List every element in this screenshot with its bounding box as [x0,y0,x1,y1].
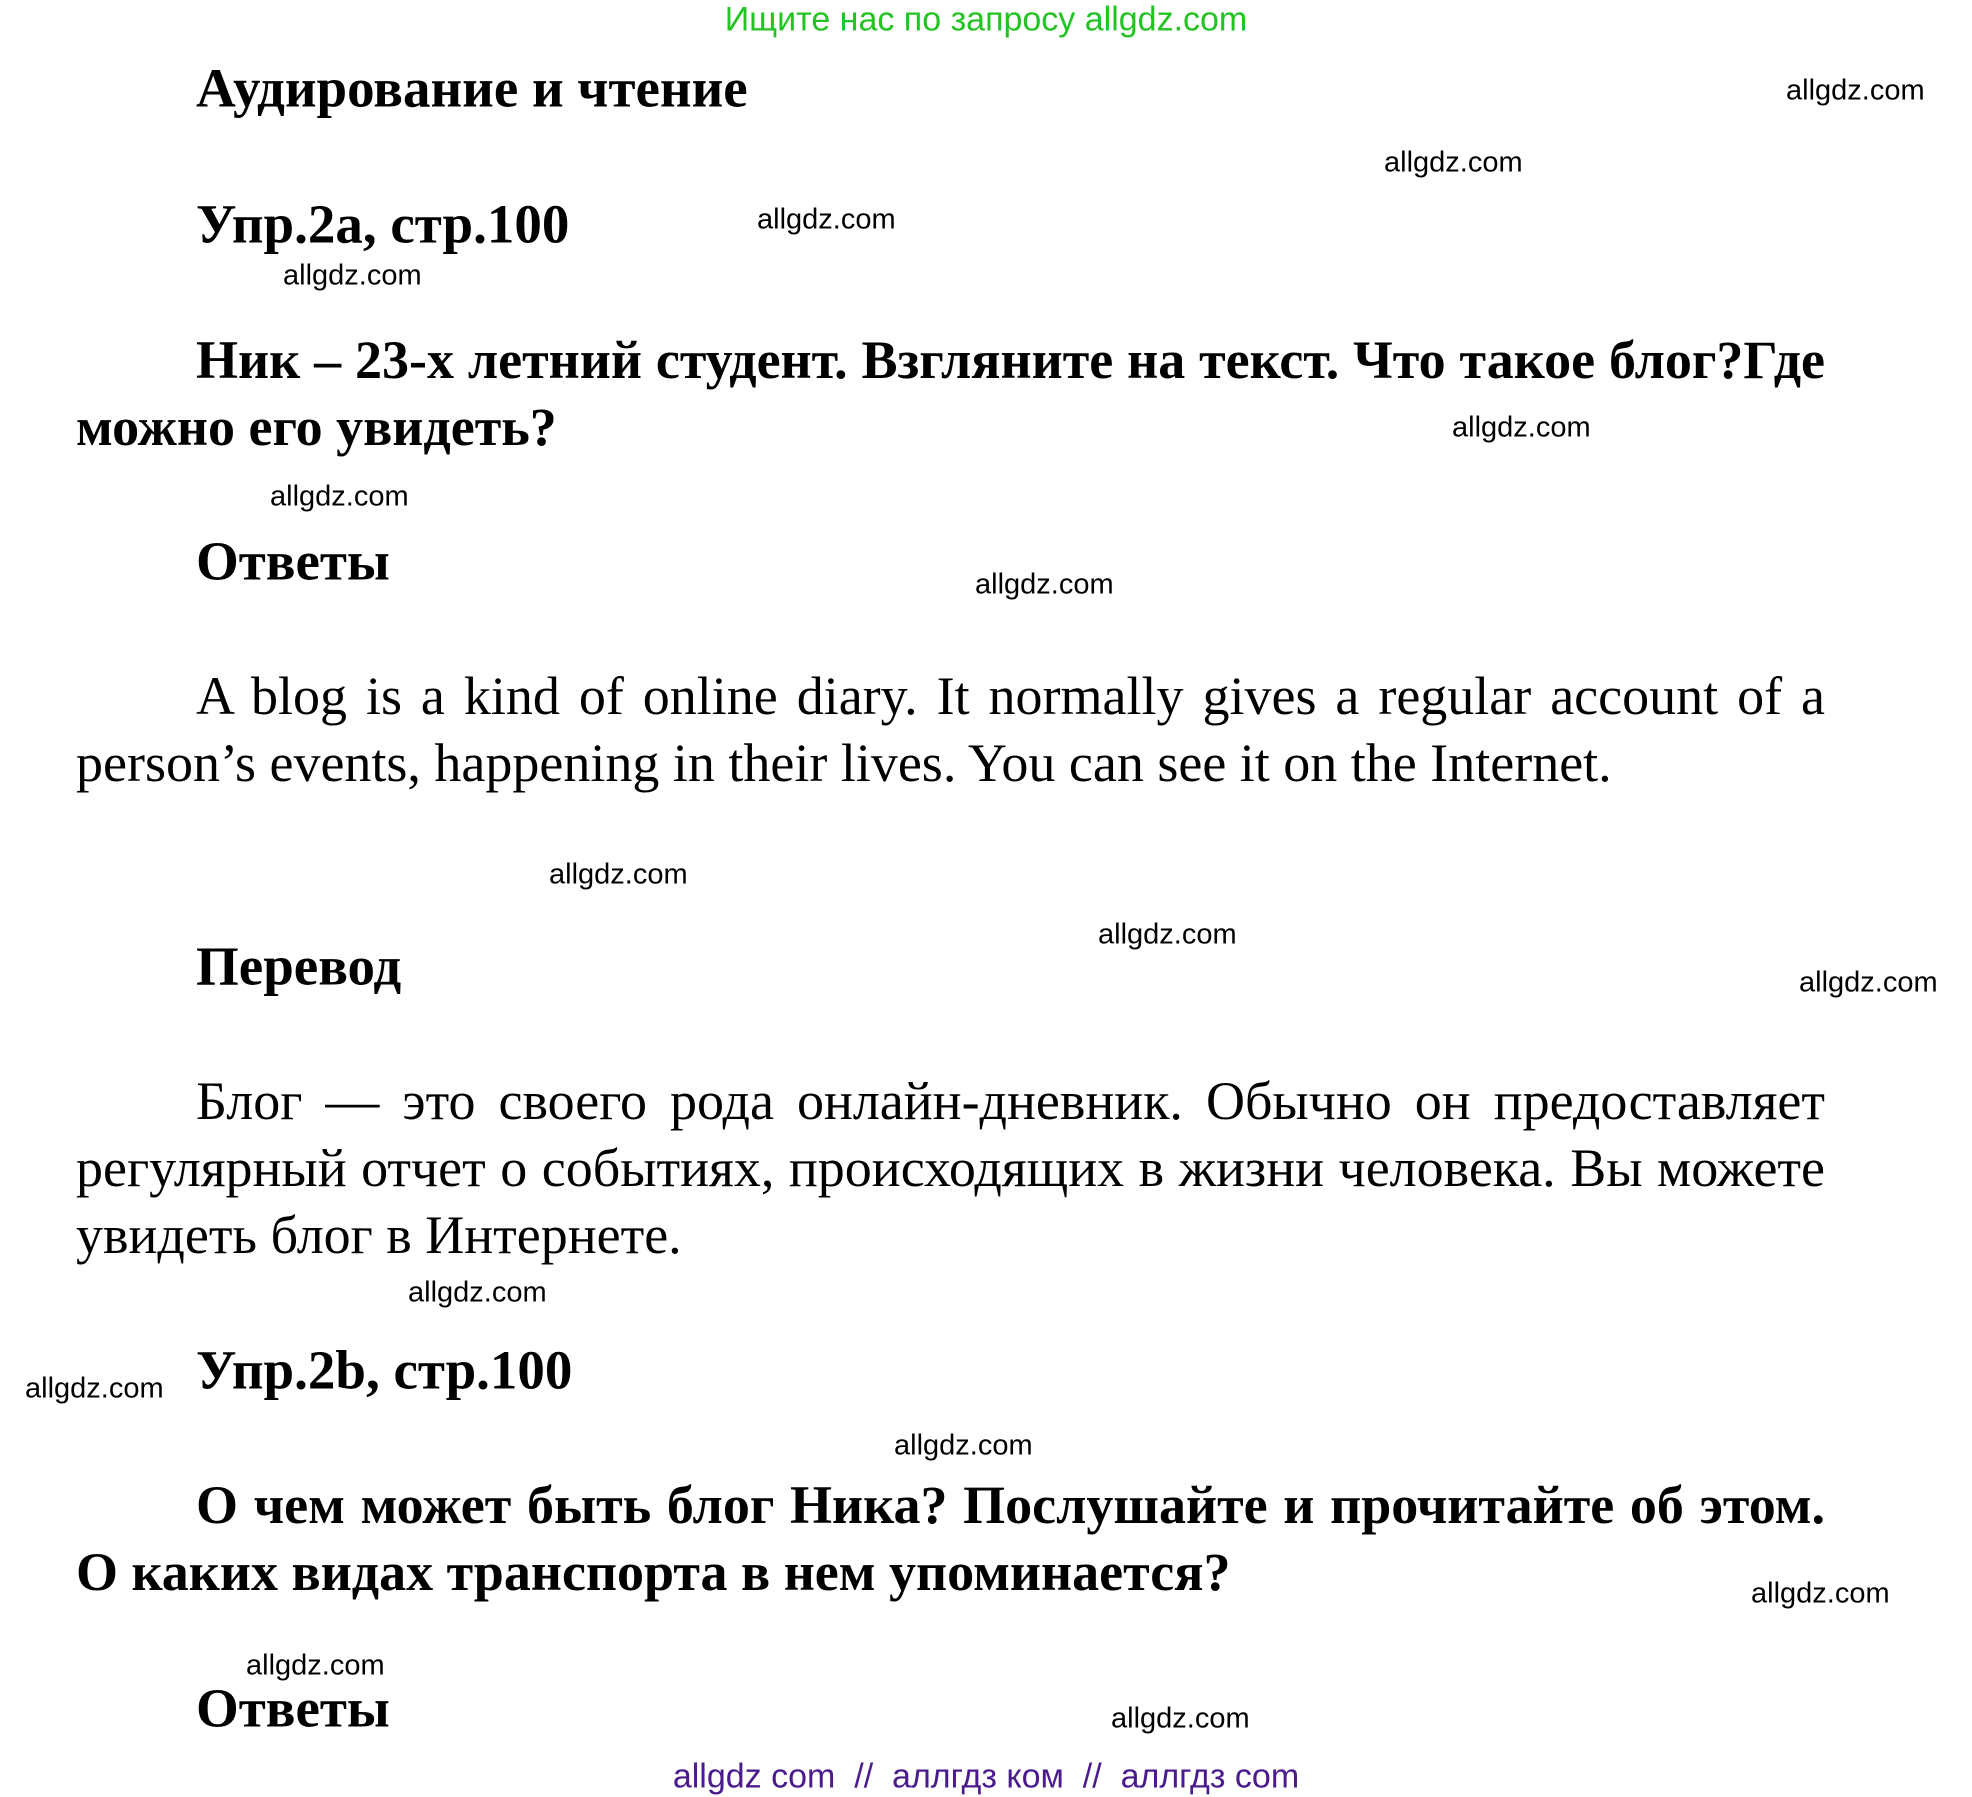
exercise-2a-title: Упр.2a, стр.100 [196,193,570,255]
watermark: allgdz.com [283,259,422,292]
watermark: allgdz.com [1751,1577,1890,1610]
watermark: allgdz.com [270,480,409,513]
exercise-2a-question: Ник – 23-х летний студент. Взгляните на текст. Что такое блог?Где можно его увидеть? [76,330,1825,457]
watermark: allgdz.com [894,1429,1033,1462]
exercise-2a-translation: Блог — это своего рода онлайн-дневник. Обычно он предоставляет регулярный отчет о событиях, происходящих в жизни человека. Вы можете увидеть блог в Интернете. [76,1071,1825,1265]
watermark: allgdz.com [1098,918,1237,951]
watermark: allgdz.com [246,1649,385,1682]
watermark: allgdz.com [1452,411,1591,444]
translation-heading: Перевод [196,935,402,997]
watermark: allgdz.com [757,203,896,236]
watermark: allgdz.com [1111,1702,1250,1735]
watermark: allgdz.com [1786,74,1925,107]
watermark: allgdz.com [1799,966,1938,999]
watermark: allgdz.com [549,858,688,891]
search-banner: Ищите нас по запросу allgdz.com [724,0,1248,39]
exercise-2a-answer: A blog is a kind of online diary. It normally gives a regular account of a person’s events, happening in their lives. You can see it on the Internet. [76,666,1825,793]
answers-heading-2a: Ответы [196,530,390,592]
watermark: allgdz.com [408,1276,547,1309]
answers-heading-2b: Ответы [196,1677,390,1739]
exercise-2b-title: Упр.2b, стр.100 [196,1339,573,1401]
section-title: Аудирование и чтение [196,57,748,119]
exercise-2b-question: О чем может быть блог Ника? Послушайте и прочитайте об этом. О каких видах транспорта в нем упоминается? [76,1475,1825,1602]
watermark: allgdz.com [25,1372,164,1405]
footer-link[interactable]: allgdz com // аллгдз ком // аллгдз com [672,1757,1300,1796]
watermark: allgdz.com [975,568,1114,601]
watermark: allgdz.com [1384,146,1523,179]
